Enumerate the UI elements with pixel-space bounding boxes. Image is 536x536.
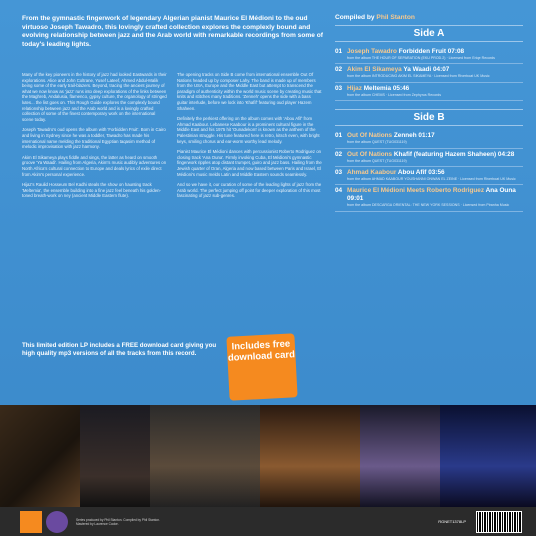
liner-paragraph: The opening tracks on Side B come from international ensemble Out Of Nations headed up by composer Lahy. The band is made up of members from the USA, Europe and the Middle East but attempt to transcend the paradigm of authenticity within the world music scene by creating music that knits and stitches many traditions. 'Zenneh' opens the side with a bass guitar interlude, before we lock into 'Khafif' featuring oud player Hazem Shaheen.: [177, 72, 322, 111]
track-number: 04: [335, 187, 343, 195]
side-a-tracks: [335, 46, 523, 101]
track-song: Ana Ouna: [485, 187, 516, 195]
track-row: [335, 64, 523, 82]
liner-paragraph: And so we have it, our curation of some of the leading lights of jazz from the Arab world. The perfect jumping off point for deeper exploration of this most fascinating of jazz sub-genres.: [177, 182, 322, 199]
track-title: [347, 169, 523, 177]
track-number: 01: [335, 48, 343, 55]
side-b-tracks: [335, 130, 523, 212]
download-offer-text: This limited edition LP includes a FREE download card giving you high quality mp3 versions of all the tracks from this record.: [22, 342, 217, 358]
track-title: [347, 132, 523, 140]
track-credit: from the album DESCARGA ORIENTAL: THE NEW YORK SESSIONS · Licensed from Piranha Music: [347, 203, 510, 208]
track-head: [335, 48, 523, 56]
track-artist: Hijaz: [347, 84, 362, 92]
track-song: Zenneh: [393, 132, 417, 140]
side-b-heading: Side B: [335, 109, 523, 126]
track-credit: from the album THE HOUR OF SEPARATION (EKU PROD.2) · Licensed from Eriqe Records: [347, 56, 495, 60]
track-title: [347, 187, 523, 203]
tracklist: [335, 14, 523, 212]
liner-paragraph: Definitely the perkiest offering on the album comes with 'Abou Afif' from Ahmad Kaabour. Lebanese Kaabour is a prominent cultural figure in the Middle East and his 1975 hit 'Ounadekom' is known as the anthem of the Palestinian struggle. His tune featured here is retro, kitsch even, with bright keys, smiling chorus and ear-worm worthy lead melody.: [177, 116, 320, 144]
track-credit: from the album QUEST (TUG031119): [347, 140, 407, 145]
track-row: [335, 185, 523, 211]
track-number: 03: [335, 84, 343, 92]
world-music-logo-icon: [46, 511, 68, 533]
track-time: 05:46: [392, 84, 410, 92]
download-card-badge: Includes free download card: [226, 333, 297, 400]
photo-concert: [360, 405, 440, 507]
track-time: 09:01: [347, 195, 364, 203]
liner-paragraph: Hijaz's Raulid Hosseum Bel Kadhi steals the show on haunting track 'Meltemia', the ensemble building into a fine jazz feel beneath his golden-toned breath-work on ney (ancient Middle Eastern flute).: [22, 182, 161, 199]
compiled-label: Compiled by: [335, 14, 375, 21]
liner-paragraph: Akim El Sikameya plays fiddle and sings, the latter as heard on smooth groove 'Ya Waadi'. Hailing from Algeria, Akim's music audibly adventures on North Africa's cultural connection to Europe and deals lyrics of exile direct from Akim's personal experience.: [22, 154, 167, 177]
liner-paragraph: Many of the key pioneers in the history of jazz had looked Eastwards in their explorations. Alice and John Coltrane, Yusef Lateef, Ahmed Abdul-Malik being some of the early trail-blazers. Beyond, tracing the ancient journey of what we now know as 'jazz' runs into deep explorations of the links between the Maghreb, Andalusia, flamenco, gypsy culture, the organology of stringed lutes... the list goes on. This Rough Guide explores the complexly bound relationship between jazz and the Arab world and is a lovingly crafted collection of some of the finest contemporary work on the international scene today.: [22, 72, 167, 122]
track-head: [335, 187, 523, 203]
photo-oud-player: [0, 405, 80, 507]
catalog-number: RGNET1378LP: [438, 519, 466, 524]
track-artist: Ahmad Kaabour: [347, 169, 397, 177]
track-artist: Out Of Nations: [347, 132, 393, 140]
track-title: [347, 85, 523, 93]
track-artist: Out Of Nations: [347, 150, 393, 158]
track-row: [335, 167, 523, 185]
intro-text: From the gymnastic fingerwork of legendary Algerian pianist Maurice El Médioni to the oud virtuoso Joseph Tawadro, this lovingly crafted collection explores the complexly bound and evolving relationship between jazz and the Arab world with remarkable recordings from some of today's leading lights.: [22, 15, 323, 48]
photo-pianist: [440, 405, 536, 507]
track-head: [335, 132, 523, 140]
photo-stage: [260, 405, 360, 507]
track-number: 02: [335, 150, 343, 158]
track-number: 01: [335, 132, 343, 140]
photo-fiddler: [80, 405, 150, 507]
track-credit: from the album QUEST (TUG031119): [347, 158, 407, 163]
track-head: [335, 169, 523, 177]
liner-paragraph: Joseph Tawadro's oud opens the album with 'Forbidden Fruit'. Born in Cairo and living in Sydney since he was a toddler, Tawadro has made his international name melding the traditional Egyptian taqasim method of melodic improvisation with jazz harmony.: [22, 127, 166, 150]
track-title: [347, 151, 523, 159]
track-song: Forbidden Fruit: [398, 48, 446, 55]
side-a-heading: Side A: [335, 25, 523, 42]
barcode: [476, 511, 522, 533]
track-title: [347, 48, 523, 56]
track-credit: from the album CHEMS · Licensed from Zephyrus Records: [347, 92, 442, 97]
liner-notes-left: [22, 72, 167, 204]
track-head: [335, 66, 523, 74]
track-artist: Akim El Sikameya: [347, 66, 402, 74]
footer-bar: [0, 507, 536, 536]
track-number: 03: [335, 169, 343, 177]
track-artist: Joseph Tawadro: [347, 48, 397, 55]
track-number: 02: [335, 66, 343, 74]
track-song: Khafif (featuring Hazem Shaheen): [393, 150, 497, 158]
track-song: Abou Afif: [397, 169, 427, 177]
track-head: [335, 151, 523, 159]
photo-ensemble: [150, 405, 260, 507]
liner-notes-right: [177, 72, 322, 204]
track-time: 04:28: [497, 150, 515, 158]
track-song: Meltemia: [363, 84, 392, 92]
track-row: [335, 83, 523, 101]
track-row: [335, 130, 523, 148]
track-row: [335, 149, 523, 167]
track-title: [347, 66, 523, 74]
track-artist: Maurice El Médioni Meets Roberto Rodriguez: [347, 187, 485, 195]
track-head: [335, 85, 523, 93]
label-logo-icon: [20, 511, 42, 533]
footer-credits: Series produced by Phil Stanton. Compiled by Phil Stanton. Mastered by Laurence Cooke.: [76, 517, 160, 526]
compiler-name: Phil Stanton: [376, 14, 415, 21]
track-credit: from the album AHMAD KAABOUR YOUSHANNI ONWAN EL ZEINE · Licensed from Riverboat UK Music: [347, 177, 516, 182]
track-credit: from the album INTRODUCING AKIM EL SIKAMEYA · Licensed from Riverboat UK Music: [347, 74, 490, 79]
track-time: 01:17: [418, 132, 435, 140]
photo-strip: [0, 405, 536, 507]
compiled-by: [335, 14, 523, 21]
track-time: 07:08: [447, 48, 465, 55]
track-time: 04:07: [433, 66, 450, 74]
track-time: 03:56: [428, 169, 445, 177]
track-song: Ya Waadi: [403, 66, 432, 74]
track-row: [335, 46, 523, 64]
liner-notes: [22, 72, 322, 204]
liner-paragraph: Pianist Maurice El Médioni dances with percussionist Roberto Rodriguez on closing track 'Ana Ouna'. Firmly invoking Cuba, El Médioni's gymnastic fingerwork ripples atop distant trumpet, guiro and jazz bass. Hailing from the Jewish quarter of Oran, Algeria and now based between Paris and Israel, El Médioni's music melds Latin and Middle Eastern sounds seamlessly.: [177, 149, 322, 177]
